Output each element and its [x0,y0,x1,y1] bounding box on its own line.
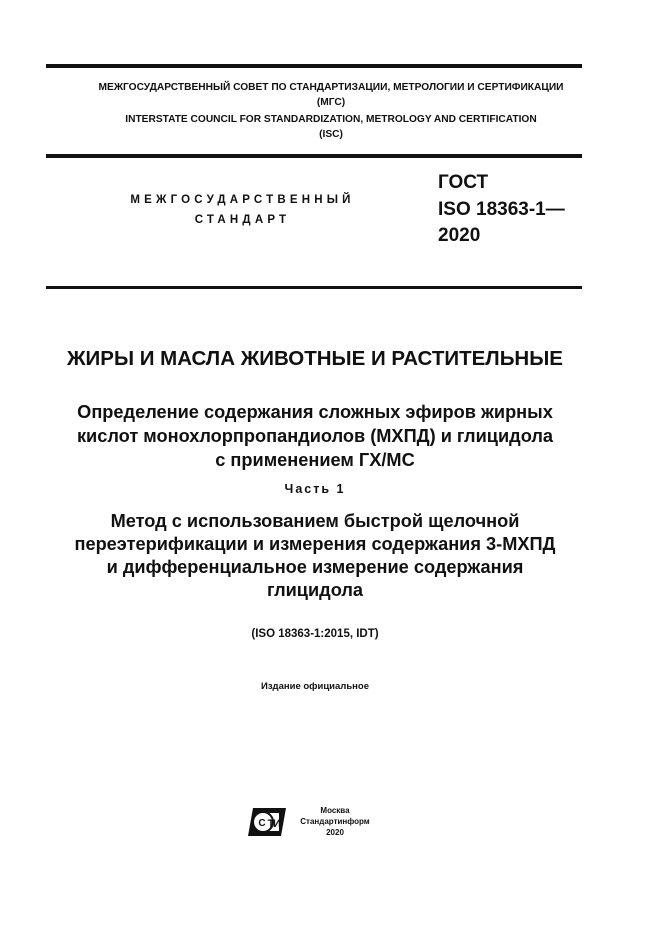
standartinform-logo-icon [247,807,287,837]
standard-label-line2: СТАНДАРТ [194,214,291,226]
method-title [20,510,610,602]
subtitle-line3: с применением ГХ/МС [215,450,415,470]
method-line3: и дифференциальное измерение содержания [106,557,524,577]
council-en-line1: INTERSTATE COUNCIL FOR STANDARDIZATION, METROLOGY AND CERTIFICATION [125,114,537,125]
method-line2: переэтерификации и измерения содержания 3-МХПД [74,534,556,554]
subtitle-line1: Определение содержания сложных эфиров жирных [77,402,553,422]
document-title: ЖИРЫ И МАСЛА ЖИВОТНЫЕ И РАСТИТЕЛЬНЫЕ [67,347,563,370]
method-line4: глицидола [266,580,364,600]
publisher-year: 2020 [326,828,344,837]
lower-rule [46,286,582,289]
designation-line3: 2020 [438,225,481,246]
method-line1: Метод с использованием быстрой щелочной [110,511,520,531]
publisher-name: Стандартинформ [300,817,370,826]
council-ru-abbrev: (МГС) [316,97,346,108]
council-en-abbrev: (ISC) [319,129,343,140]
designation-line1: ГОСТ [438,172,489,193]
council-name-en [46,112,616,142]
standard-label-line1: МЕЖГОСУДАРСТВЕННЫЙ [130,194,355,206]
document-subtitle [20,400,610,472]
part-number: Часть 1 [284,482,346,496]
svg-text:С: С [258,818,266,829]
council-ru-line1: МЕЖГОСУДАРСТВЕННЫЙ СОВЕТ ПО СТАНДАРТИЗАЦИИ, МЕТРОЛОГИИ И СЕРТИФИКАЦИИ [98,82,564,93]
svg-text:Т: Т [267,818,275,830]
middle-rule [46,154,582,158]
svg-text:И: И [273,818,281,830]
iso-reference: (ISO 18363-1:2015, IDT) [251,628,379,640]
designation-line2: ISO 18363-1— [438,199,565,220]
publisher-city: Москва [320,806,350,815]
council-name-ru [46,80,616,110]
subtitle-line2: кислот монохлорпропандиолов (МХПД) и глицидола [76,426,554,446]
top-rule [46,64,582,68]
publisher-block [300,805,370,838]
edition-note: Издание официальное [261,681,369,692]
